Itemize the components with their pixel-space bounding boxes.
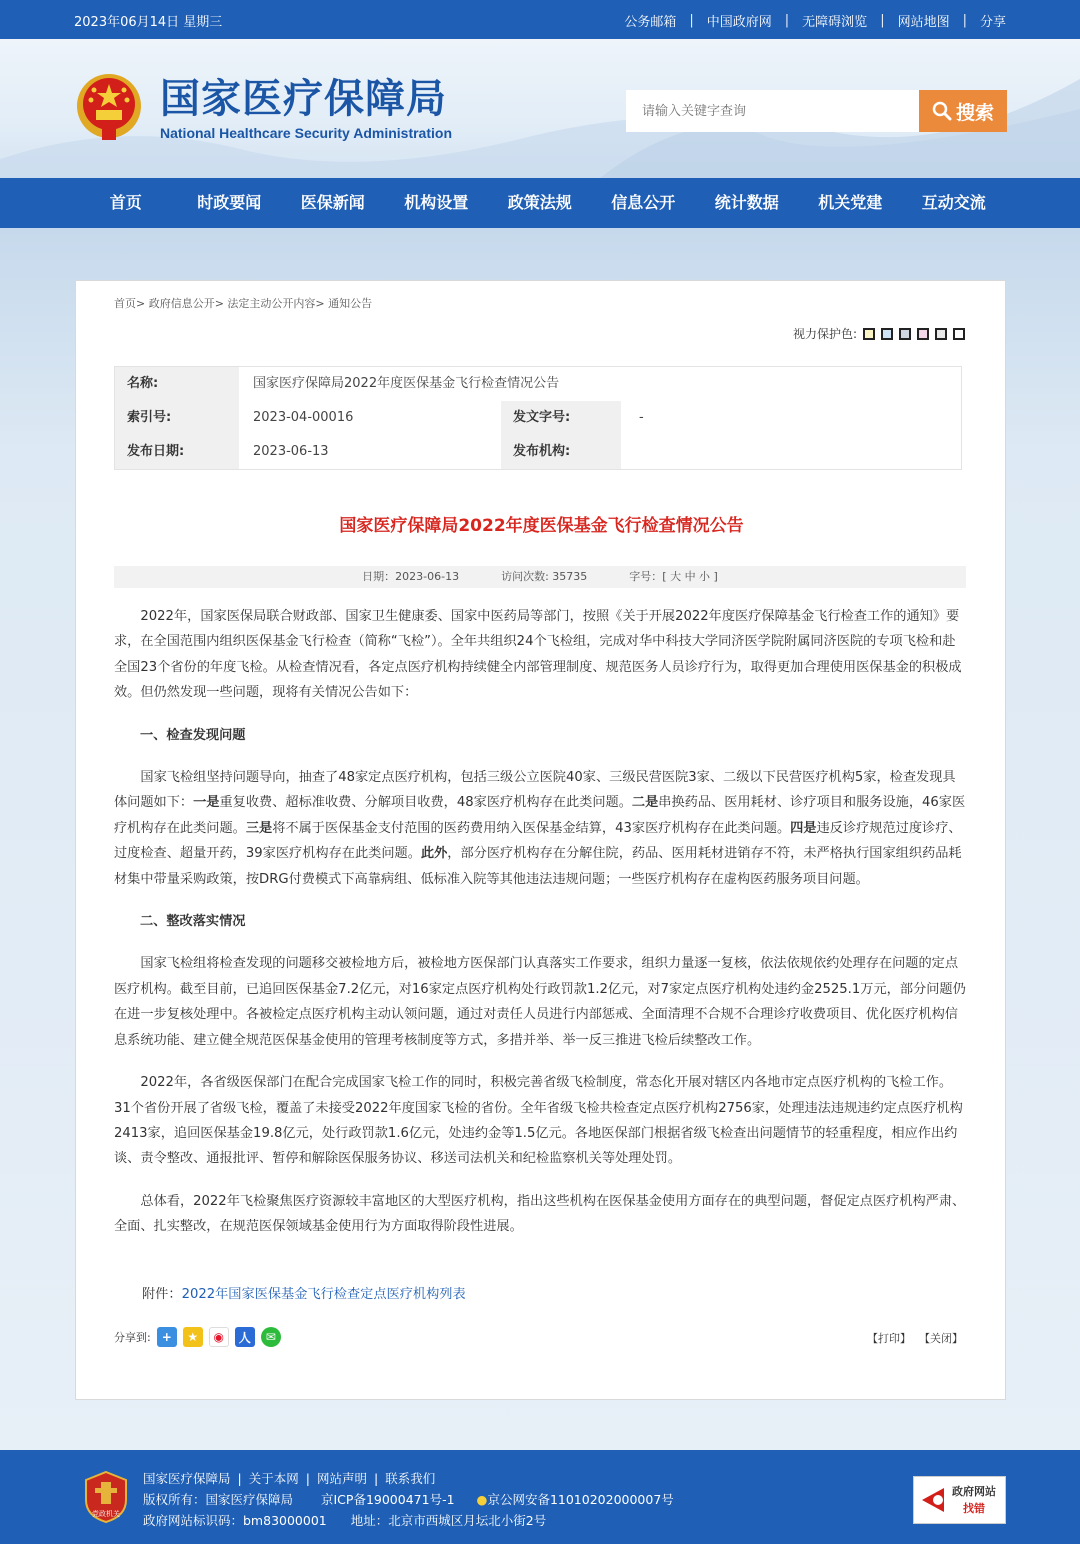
footer-copyright-line <box>143 1489 674 1510</box>
emphasis: 三是 <box>245 820 273 836</box>
search-input[interactable] <box>626 90 919 132</box>
close-button[interactable]: 【关闭】 <box>919 1332 963 1345</box>
badge-line1: 政府网站 <box>952 1485 996 1498</box>
nav-party-building[interactable]: 机关党建 <box>818 193 883 212</box>
info-label: 名称: <box>115 367 239 401</box>
site-title[interactable]: 国家医疗保障局 <box>160 75 447 122</box>
nav-home[interactable]: 首页 <box>109 193 142 212</box>
party-government-logo-icon[interactable] <box>84 1470 128 1524</box>
eye-color-gray-blue[interactable] <box>899 328 911 340</box>
footer-id-line <box>143 1510 674 1531</box>
info-label: 发布机构: <box>501 435 621 469</box>
site-footer <box>0 1450 1080 1544</box>
text: 违反诊疗规范过度诊疗、过度检查、超量开药，39家医疗机构存在此类问题。 <box>114 820 962 862</box>
search-box <box>626 90 1007 132</box>
separator: | <box>237 1471 242 1486</box>
separator: | <box>373 1471 379 1486</box>
copyright: 版权所有：国家医疗保障局 <box>143 1492 294 1507</box>
eye-protect-label: 视力保护色: <box>792 327 857 341</box>
eye-color-yellow[interactable] <box>863 328 875 340</box>
main-nav <box>0 178 1080 228</box>
error-report-icon <box>918 1484 950 1516</box>
info-value <box>621 435 961 469</box>
attachment-link[interactable]: 2022年国家医保基金飞行检查定点医疗机构列表 <box>181 1287 466 1302</box>
top-link-share[interactable]: 分享 <box>979 15 1006 30</box>
separator: | <box>962 13 967 28</box>
nav-policies[interactable]: 政策法规 <box>507 193 572 212</box>
info-value: 2023-04-00016 <box>239 401 501 435</box>
share-label: 分享到: <box>114 1331 151 1344</box>
separator: | <box>305 1471 310 1486</box>
top-link-mail[interactable]: 公务邮箱 <box>624 15 677 30</box>
paragraph: 2022年，国家医保局联合财政部、国家卫生健康委、国家中医药局等部门，按照《关于开展2022年度医疗保障基金飞行检查工作的通知》要求，在全国范围内组织医保基金飞行检查（简称“飞检”）。全年共组织24个飞检组，完成对华中科技大学同济医学院附属同济医院的专项飞检和赴全国23个省份的年度飞检。从检查情况看，各定点医疗机构持续健全内部管理制度、规范医务人员诊疗行为，取得更加合理使用医保基金的积极成效。但仍然发现一些问题，现将有关情况公告如下： <box>114 609 962 701</box>
site-code: 政府网站标识码：bm83000001 <box>143 1513 327 1528</box>
badge-text <box>952 1483 996 1517</box>
text: 将不属于医保基金支付范围的医药费用纳入医保基金结算，43家医疗机构存在此类问题。 <box>272 820 791 836</box>
footer-text <box>143 1468 674 1531</box>
meta-visits: 访问次数: 35735 <box>501 570 588 583</box>
site-header <box>0 39 1080 178</box>
eye-protect-colors <box>793 325 965 342</box>
search-icon <box>932 101 952 121</box>
top-link-accessibility[interactable]: 无障碍浏览 <box>802 15 868 30</box>
footer-link-about[interactable]: 关于本网 <box>248 1471 299 1486</box>
paragraph: 2022年，各省级医保部门在配合完成国家飞检工作的同时，积极完善省级飞检制度，常态化开展对辖区内各地市定点医疗机构的飞检工作。31个省份开展了省级飞检，覆盖了未接受2022年度国家飞检的省份。全年省级飞检共检查定点医疗机构2756家，处理违法违规违约定点医疗机构2413家，追回医保基金19.8亿元，处行政罚款1.6亿元，处违约金等1.5亿元。各地医保部门根据省级飞检查出问题情节的轻重程度，相应作出约谈、责令整改、通报批评、暂停和解除医保服务协议、移送司法机关和纪检监察机关等处理处罚。 <box>114 1075 963 1167</box>
badge-line2: 找错 <box>963 1502 985 1515</box>
nav-info-disclosure[interactable]: 信息公开 <box>611 193 676 212</box>
eye-color-white[interactable] <box>953 328 965 340</box>
text: 串换药品、医用耗材、诊疗项目和服务设施，46家医疗机构存在此类问题。 <box>114 795 966 836</box>
nav-organization[interactable]: 机构设置 <box>404 193 469 212</box>
share-weibo-icon[interactable]: ◉ <box>209 1327 229 1347</box>
info-row-name <box>115 367 961 401</box>
print-close <box>867 1330 963 1346</box>
nav-statistics[interactable]: 统计数据 <box>714 193 779 212</box>
nav-healthcare-news[interactable]: 医保新闻 <box>300 193 365 212</box>
info-row-date <box>115 435 961 469</box>
text: ，部分医疗机构存在分解住院，药品、医用耗材进销存不符，未严格执行国家组织药品耗材集中带量采购政策，按DRG付费模式下高靠病组、低标准入院等其他违法违规问题；一些医疗机构存在虚构医药服务项目问题。 <box>114 846 962 887</box>
eye-color-pink[interactable] <box>917 328 929 340</box>
top-link-sitemap[interactable]: 网站地图 <box>897 15 950 30</box>
meta-font-size[interactable]: 字号：[ 大 中 小 ] <box>629 570 718 583</box>
attachment-label: 附件： <box>142 1287 182 1302</box>
emphasis: 四是 <box>790 820 817 836</box>
share-bar <box>114 1327 281 1347</box>
separator: | <box>880 13 885 28</box>
text: 国家飞检组坚持问题导向，抽查了48家定点医疗机构，包括三级公立医院40家、三级民营医院3家、二级以下民营医疗机构5家，检查发现具体问题如下： <box>114 770 956 811</box>
share-wechat-icon[interactable]: ✉ <box>261 1327 281 1347</box>
eye-color-blue[interactable] <box>881 328 893 340</box>
info-value: - <box>621 401 961 435</box>
search-button-label: 搜索 <box>955 101 994 124</box>
info-value: 国家医疗保障局2022年度医保基金飞行检查情况公告 <box>239 367 961 401</box>
separator: | <box>784 13 790 28</box>
eye-color-gray[interactable] <box>935 328 947 340</box>
emphasis: 此外 <box>420 846 448 862</box>
info-row-index <box>115 401 961 435</box>
police-badge-icon: ● <box>476 1492 488 1507</box>
article-card <box>75 280 1006 1400</box>
national-emblem-icon[interactable] <box>74 72 144 144</box>
share-qzone-icon[interactable]: ★ <box>183 1327 203 1347</box>
info-label: 索引号: <box>115 401 239 435</box>
emphasis: 二是 <box>631 795 659 811</box>
top-bar <box>0 0 1080 39</box>
attachment <box>142 1283 466 1302</box>
meta-date: 日期：2023-06-13 <box>362 570 460 583</box>
logo-text: 党政机关 <box>92 1510 120 1518</box>
share-renren-icon[interactable]: 人 <box>235 1327 255 1347</box>
site-title-en: National Healthcare Security Administration <box>160 125 452 141</box>
paragraph <box>114 765 966 892</box>
footer-link-statement[interactable]: 网站声明 <box>316 1471 367 1486</box>
share-more-icon[interactable]: + <box>157 1327 177 1347</box>
emphasis: 一是 <box>193 795 220 811</box>
section-heading: 二、整改落实情况 <box>140 914 246 930</box>
document-info-table <box>114 366 962 470</box>
nav-interaction[interactable]: 互动交流 <box>921 193 986 212</box>
current-date: 2023年06月14日 星期三 <box>74 15 223 30</box>
breadcrumb[interactable]: 首页> 政府信息公开> 法定主动公开内容> 通知公告 <box>114 297 373 310</box>
article-meta <box>114 566 966 588</box>
gov-site-error-report-button[interactable] <box>913 1476 1006 1524</box>
top-links <box>624 11 1006 30</box>
search-button[interactable] <box>919 90 1007 132</box>
article-title: 国家医疗保障局2022年度医保基金飞行检查情况公告 <box>339 516 744 536</box>
article-body <box>114 604 966 1257</box>
paragraph: 国家飞检组将检查发现的问题移交被检地方后，被检地方医保部门认真落实工作要求，组织力量逐一复核，依法依规依约处理存在问题的定点医疗机构。截至目前，已追回医保基金7.2亿元，对16家定点医疗机构处行政罚款1.2亿元，对7家定点医疗机构处违约金2525.1万元，部分问题仍在进一步复核处理中。各被检定点医疗机构主动认领问题，通过对责任人员进行内部惩戒、全面清理不合规不合理诊疗收费项目、优化医疗机构信息系统功能、建立健全规范医保基金使用的管理考核制度等方式，多措并举、举一反三推进飞检后续整改工作。 <box>114 956 966 1048</box>
police-link[interactable]: 京公网安备11010202000007号 <box>487 1492 674 1507</box>
footer-links <box>143 1468 674 1489</box>
paragraph: 总体看，2022年飞检聚焦医疗资源较丰富地区的大型医疗机构，指出这些机构在医保基金使用方面存在的典型问题，督促定点医疗机构严肃、全面、扎实整改，在规范医保领域基金使用行为方面取得阶段性进展。 <box>114 1193 966 1235</box>
nav-politics-news[interactable]: 时政要闻 <box>197 193 262 212</box>
separator: | <box>689 13 694 28</box>
footer-link-contact[interactable]: 联系我们 <box>385 1471 436 1486</box>
address: 地址：北京市西城区月坛北小街2号 <box>350 1513 547 1528</box>
info-label: 发文字号: <box>501 401 621 435</box>
icp-link[interactable]: 京ICP备19000471号-1 <box>321 1492 455 1507</box>
print-button[interactable]: 【打印】 <box>867 1332 911 1345</box>
footer-link-home[interactable]: 国家医疗保障局 <box>143 1471 231 1486</box>
info-value: 2023-06-13 <box>239 435 501 469</box>
top-link-gov[interactable]: 中国政府网 <box>706 15 772 30</box>
section-heading: 一、检查发现问题 <box>140 727 246 743</box>
text: 重复收费、超标准收费、分解项目收费，48家医疗机构存在此类问题。 <box>219 795 632 811</box>
info-label: 发布日期: <box>115 435 239 469</box>
